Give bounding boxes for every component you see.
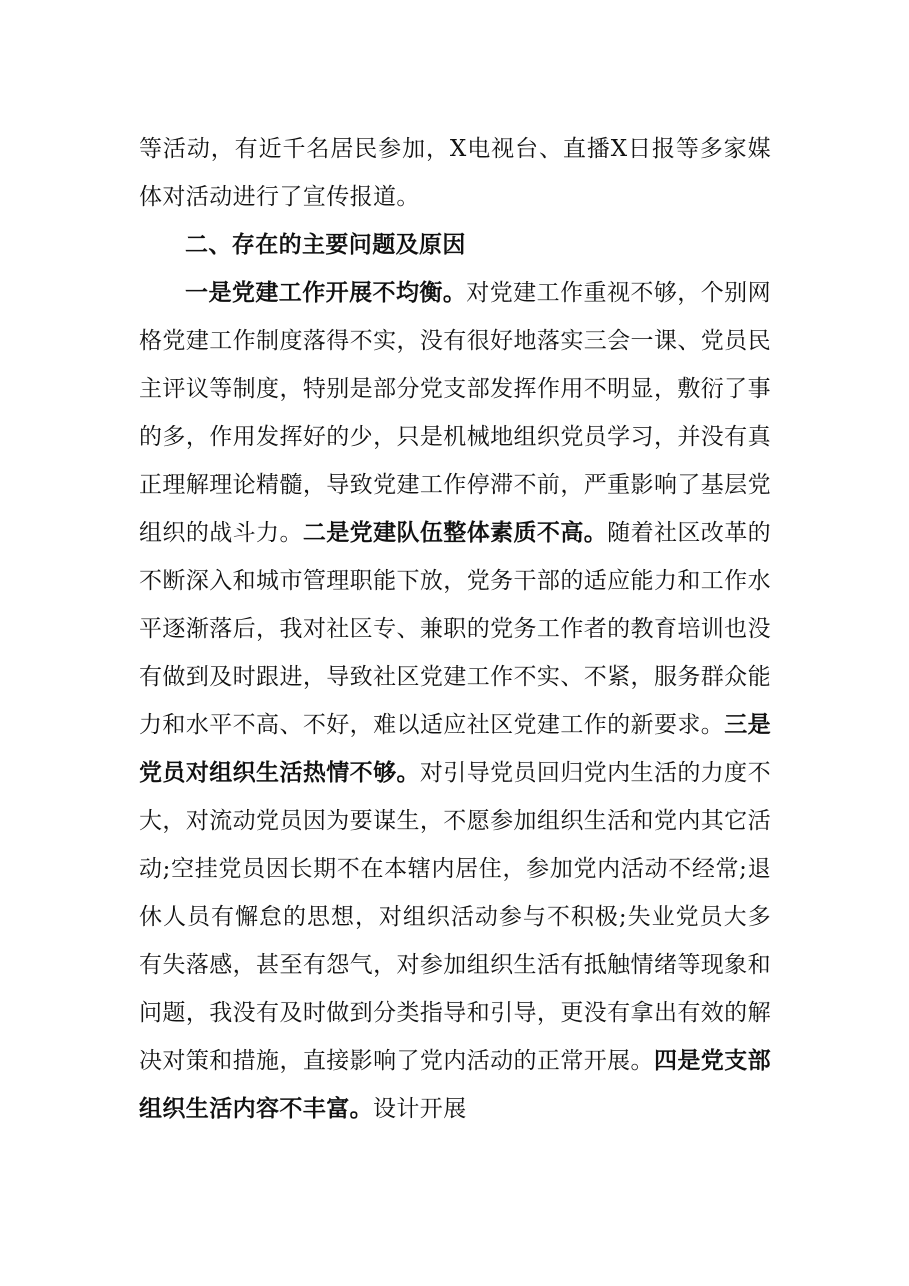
- issue-4-title: 四是党支部组织生活内容不丰富。: [139, 1047, 771, 1122]
- issue-4-text: 设计开展: [373, 1096, 467, 1122]
- issue-3-text: 对引导党员回归党内生活的力度不大，对流动党员因为要谋生，不愿参加组织生活和党内其它活动;空挂党员因长期不在本辖内居住，参加党内活动不经常;退休人员有懈怠的思想，对组织活动参与不积极;失业党员大多有失落感，甚至有怨气，对参加组织生活有抵触情绪等现象和问题，我没有及时做到分类指导和引导，更没有拿出有效的解决对策和措施，直接影响了党内活动的正常开展。: [139, 760, 771, 1074]
- section-heading: 二、存在的主要问题及原因: [185, 232, 466, 258]
- issue-3-title: 三是党员对组织生活热情不够。: [139, 711, 771, 786]
- issue-1-title: 一是党建工作开展不均衡。: [185, 279, 467, 306]
- issues-paragraph: [139, 269, 771, 1133]
- continuation-paragraph: 等活动，有近千名居民参加，X电视台、直播X日报等多家媒体对活动进行了宣传报道。: [139, 136, 771, 210]
- document-body: [139, 125, 771, 1133]
- issue-2-text: 随着社区改革的不断深入和城市管理职能下放，党务干部的适应能力和工作水平逐渐落后，我对社区专、兼职的党务工作者的教育培训也没有做到及时跟进，导致社区党建工作不实、不紧，服务群众能力和水平不高、不好，难以适应社区党建工作的新要求。: [139, 520, 771, 738]
- issue-1-text: 对党建工作重视不够，个别网格党建工作制度落得不实，没有很好地落实三会一课、党员民主评议等制度，特别是部分党支部发挥作用不明显，敷衍了事的多，作用发挥好的少，只是机械地组织党员学习，并没有真正理解理论精髓，导致党建工作停滞不前，严重影响了基层党组织的战斗力。: [139, 280, 771, 546]
- issue-2-title: 二是党建队伍整体素质不高。: [302, 519, 608, 546]
